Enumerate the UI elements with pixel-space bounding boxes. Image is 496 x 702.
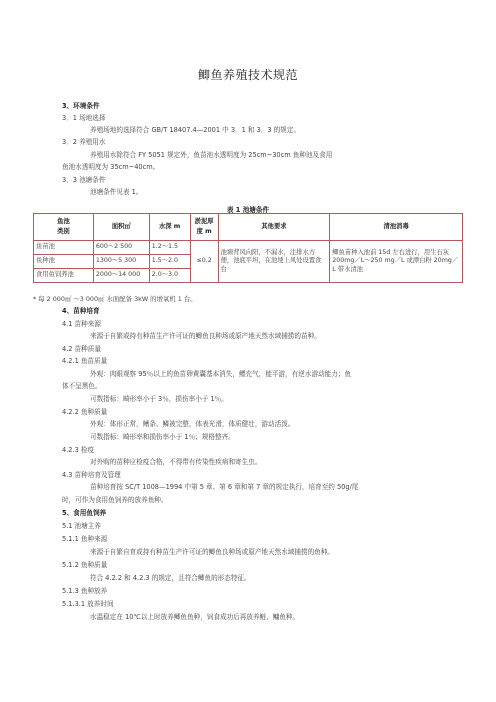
- section-4-3-text-1: 苗种培育按 SC/T 1008—1994 中第 5 章、第 6 章和第 7 章的规定执行，培育至约 50g/尾: [90, 483, 359, 491]
- cell-area: 1300～5 300: [93, 255, 149, 269]
- section-4-2-1-heading: 4.2.1 鱼苗质量: [62, 357, 108, 365]
- section-3-heading: 3、环境条件: [62, 102, 100, 110]
- section-5-1-3-1-heading: 5.1.3.1 放养时间: [62, 600, 114, 608]
- section-3-2-text-2: 鱼池水透明度为 35cm~40cm。: [62, 163, 160, 171]
- section-3-2-heading: 3．2 养殖用水: [62, 138, 106, 146]
- cell-other: 池塘背风向阳，不漏水，注排水方便，池底平坦，在池埂上风处设置食台: [218, 241, 330, 283]
- section-4-3-heading: 4.3 苗种培育及管理: [62, 471, 121, 479]
- cell-area: 2000～14 000: [93, 269, 149, 283]
- section-4-2-1-text-1: 外观：肉眼观察 95％以上的鱼苗卵黄囊基本消失，鳔充气，能平游，有逆水游动能力；鱼: [90, 370, 352, 378]
- section-4-2-1-text-3: 可数指标：畸形率小于 3％，损伤率小于 1％。: [90, 395, 228, 403]
- table-caption: 表 1 池塘条件: [226, 206, 270, 214]
- cell-type: 食用鱼饲养池: [34, 269, 94, 283]
- section-4-3-text-2: 时，可作为食用鱼饲养的放养鱼种。: [62, 496, 168, 504]
- section-4-2-2-heading: 4.2.2 鱼种质量: [62, 408, 108, 416]
- section-5-1-heading: 5.1 池塘主养: [62, 522, 101, 530]
- section-3-1-heading: 3．1 场地选择: [62, 114, 106, 122]
- section-3-2-text-1: 养殖用水除符合 FY 5051 规定外，鱼苗池水透明度为 25cm~30cm 鱼种池及食用: [90, 151, 333, 159]
- section-4-1-heading: 4.1 苗种来源: [62, 320, 101, 328]
- section-4-2-3-heading: 4.2.3 检疫: [62, 446, 95, 454]
- section-4-heading: 4、苗种培育: [62, 307, 100, 315]
- cell-silt: ≤0.2: [190, 241, 218, 283]
- table-footnote: * 每 2 000㎡ ～3 000㎡ 水面配备 3kW 的增氧机 1 台。: [33, 295, 197, 303]
- section-5-heading: 5、食用鱼饲养: [62, 509, 107, 517]
- section-4-2-2-text-1: 外观：体形正常，鳍条、鳞被完整，体表光滑，体质健壮，游动活泼。: [90, 420, 295, 428]
- cell-area: 600～2 500: [93, 241, 149, 255]
- header-silt: 淤泥厚 度 m: [190, 214, 218, 241]
- section-4-2-3-text: 对外购的苗种应检疫合格，不得带有传染性疾病和寄生虫。: [90, 458, 262, 466]
- cell-type: 鱼种池: [34, 255, 94, 269]
- cell-type: 鱼苗池: [34, 241, 94, 255]
- section-5-1-3-1-text: 水温稳定在 10℃以上时放养鲫鱼鱼种，饲食成功后再放养鲢、鳙鱼种。: [90, 613, 300, 621]
- section-4-1-text: 来源于自繁或持有种苗生产许可证的鲫鱼良种场或原产地天然水域捕捞的苗种。: [90, 332, 321, 340]
- cell-depth: 2.0～3.0: [149, 269, 190, 283]
- pond-conditions-table: [33, 213, 463, 283]
- cell-depth: 1.5～2.0: [149, 255, 190, 269]
- header-disinfect: 清池消毒: [330, 214, 463, 241]
- section-4-2-2-text-2: 可数指标：畸形率和损伤率小于 1％；规格整齐。: [90, 433, 235, 441]
- page-title: 鲫鱼养殖技术规范: [197, 68, 298, 82]
- header-pond-type: 鱼池 类别: [34, 214, 94, 241]
- section-5-1-1-heading: 5.1.1 鱼种来源: [62, 535, 108, 543]
- section-5-1-2-text: 符合 4.2.2 和 4.2.3 的规定，且符合鲫鱼的形态特征。: [90, 574, 251, 582]
- section-3-1-text: 养殖场地的选择符合 GB/T 18407.4—2001 中 3．1 和 3．3 的规定。: [90, 126, 301, 134]
- header-area: 面积㎡: [93, 214, 149, 241]
- section-5-1-2-heading: 5.1.2 鱼种质量: [62, 561, 108, 569]
- section-5-1-3-heading: 5.1.3 鱼种放养: [62, 587, 108, 595]
- section-3-3-text: 池塘条件见表 1。: [90, 188, 143, 196]
- cell-depth: 1.2～1.5: [149, 241, 190, 255]
- cell-disinfect: 鲫鱼苗种入池前 15d 左右进行，用生石灰 200mg／L～250 mg／L 或漂白粉 20mg／L 带水清池: [330, 241, 463, 283]
- header-depth: 水深 m: [149, 214, 190, 241]
- section-3-3-heading: 3．3 池塘条件: [62, 176, 106, 184]
- section-4-2-heading: 4.2 苗种质量: [62, 345, 101, 353]
- section-4-2-1-text-2: 体不呈黑色。: [62, 382, 102, 390]
- header-other: 其他要求: [218, 214, 330, 241]
- table-row: [34, 241, 463, 255]
- section-5-1-1-text: 来源于自繁自育或持有种苗生产许可证的鲫鱼良种场或原产地天然水域捕捞的鱼种。: [90, 548, 334, 556]
